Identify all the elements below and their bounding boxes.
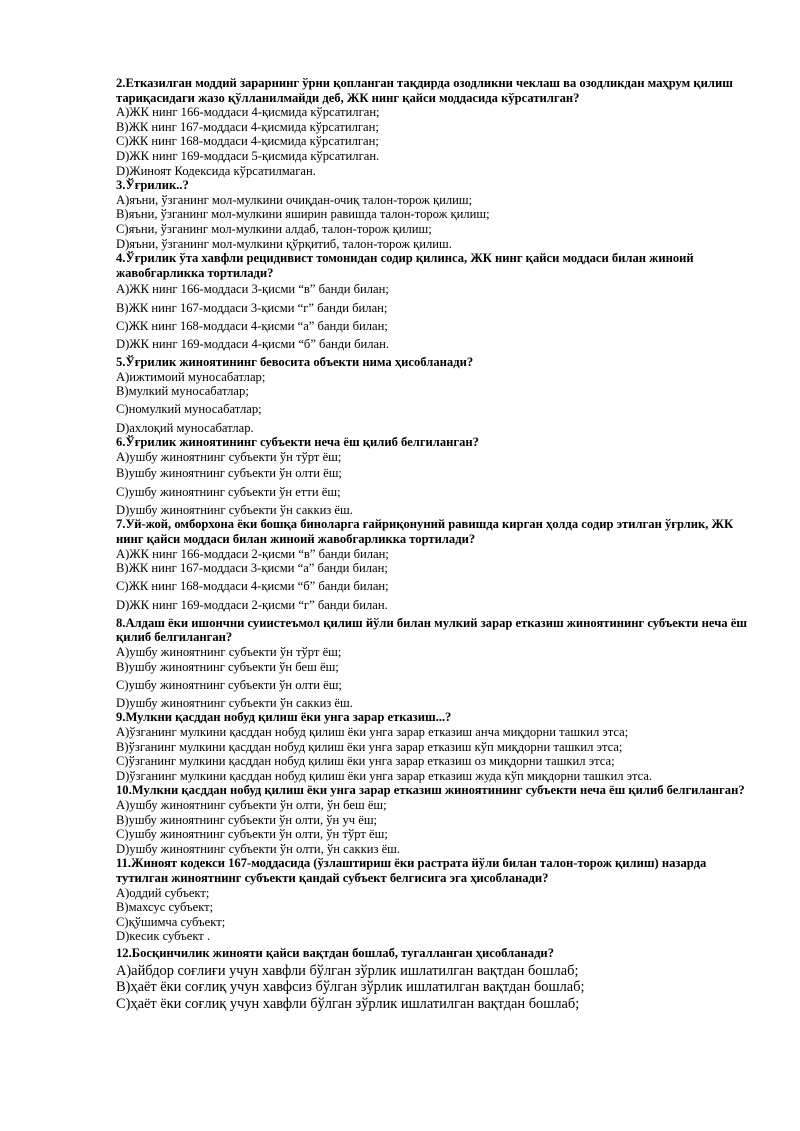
answer-3c: С)яъни, ўзганинг мол-мулкини алдаб, талон-торож қилиш;: [116, 221, 432, 236]
answer-8d: D)ушбу жиноятнинг субъекти ўн саккиз ёш.: [116, 695, 353, 710]
question-8: 8.Алдаш ёки ишончни суиистеъмол қилиш йўли билан мулкий зарар етказиш жиноятининг субъекти неча ёш қилиб белгиланган?: [116, 615, 747, 645]
answer-6c: С)ушбу жиноятнинг субъекти ўн етти ёш;: [116, 484, 341, 499]
answer-9d: D)ўзганинг мулкини қасддан нобуд қилиш ёки унга зарар етказиш жуда кўп миқдорни ташкил этса.: [116, 768, 653, 783]
answer-11c: С)қўшимча субъект;: [116, 914, 226, 929]
answer-10c: С)ушбу жиноятнинг субъекти ўн олти, ўн тўрт ёш;: [116, 827, 388, 842]
question-7: 7.Уй-жой, омборхона ёки бошқа биноларга ғайриқонуний равишда кирган ҳолда содир этилган ўғрлик, ЖК нинг қайси моддаси билан жиноий жавобгарликка тортилади?: [116, 517, 734, 546]
answer-8b: В)ушбу жиноятнинг субъекти ўн беш ёш;: [116, 659, 339, 674]
answer-7b: В)ЖК нинг 167-моддаси 3-қисми “а” банди билан;: [116, 561, 388, 576]
answer-4a: А)ЖК нинг 166-моддаси 3-қисми “в” банди билан;: [116, 282, 389, 297]
answer-11a: А)оддий субъект;: [116, 885, 210, 900]
question-4: 4.Ўғрилик ўта хавфли рецидивист томонидан содир қилинса, ЖК нинг қайси моддаси билан жиноий жавобгарликка тортилади?: [116, 251, 694, 280]
answer-5b: В)мулкий муносабатлар;: [116, 384, 249, 399]
question-5: 5.Ўғрилик жиноятининг бевосита объекти нима ҳисобланади?: [116, 355, 474, 370]
answer-2a: А)ЖК нинг 166-моддаси 4-қисмида кўрсатилган;: [116, 105, 380, 120]
answer-7a: А)ЖК нинг 166-моддаси 2-қисми “в” банди билан;: [116, 546, 389, 561]
answer-12b: В)ҳаёт ёки соғлиқ учун хавфсиз бўлган зўрлик ишлатилган вақтдан бошлаб;: [116, 979, 585, 996]
answer-2c: С)ЖК нинг 168-моддаси 4-қисмида кўрсатилган;: [116, 134, 379, 149]
answer-2d: D)ЖК нинг 169-моддаси 5-қисмида кўрсатилган.: [116, 148, 380, 163]
answer-6b: В)ушбу жиноятнинг субъекти ўн олти ёш;: [116, 466, 342, 481]
answer-6a: А)ушбу жиноятнинг субъекти ўн тўрт ёш;: [116, 449, 342, 464]
answer-10b: В)ушбу жиноятнинг субъекти ўн олти, ўн уч ёш;: [116, 812, 378, 827]
answer-12c: С)ҳаёт ёки соғлиқ учун хавфли бўлган зўрлик ишлатилган вақтдан бошлаб;: [116, 995, 580, 1012]
question-6: 6.Ўғрилик жиноятининг субъекти неча ёш қилиб белгиланган?: [116, 435, 479, 450]
document-body: [116, 76, 748, 1012]
answer-5a: А)ижтимоий муносабатлар;: [116, 369, 266, 384]
question-9: 9.Мулкни қасддан нобуд қилиш ёки унга зарар етказиш...?: [116, 710, 452, 725]
answer-8a: А)ушбу жиноятнинг субъекти ўн тўрт ёш;: [116, 644, 342, 659]
answer-2e: D)Жиноят Кодексида кўрсатилмаган.: [116, 163, 316, 178]
answer-2b: В)ЖК нинг 167-моддаси 4-қисмида кўрсатилган;: [116, 119, 379, 134]
answer-5c: С)номулкий муносабатлар;: [116, 402, 262, 417]
question-10: 10.Мулкни қасддан нобуд қилиш ёки унга зарар етказиш жиноятининг субъекти неча ёш қилиб белгиланган?: [116, 783, 745, 798]
answer-6d: D)ушбу жиноятнинг субъекти ўн саккиз ёш.: [116, 502, 353, 517]
answer-8c: С)ушбу жиноятнинг субъекти ўн олти ёш;: [116, 677, 342, 692]
answer-7c: С)ЖК нинг 168-моддаси 4-қисми “б” банди билан;: [116, 579, 389, 594]
answer-4b: В)ЖК нинг 167-моддаси 3-қисми “г” банди билан;: [116, 300, 388, 315]
answer-7d: D)ЖК нинг 169-моддаси 2-қисми “г” банди билан.: [116, 597, 388, 612]
answer-9c: С)ўзганинг мулкини қасддан нобуд қилиш ёки унга зарар етказиш оз миқдорни ташкил этса;: [116, 754, 615, 769]
question-12: 12.Босқинчилик жинояти қайси вақтдан бошлаб, тугалланган ҳисобланади?: [116, 945, 554, 960]
answer-12a: А)айбдор соғлиғи учун хавфли бўлган зўрлик ишлатилган вақтдан бошлаб;: [116, 962, 579, 979]
question-3: 3.Ўғрилик..?: [116, 178, 189, 193]
question-11: 11.Жиноят кодекси 167-моддасида (ўзлаштириш ёки растрата йўли билан талон-торож қилиш) назарда тутилган жиноятнинг субъекти қандай субъект белгисига эга ҳисобланади?: [116, 856, 707, 885]
answer-3b: В)яъни, ўзганинг мол-мулкини яширин равишда талон-торож қилиш;: [116, 207, 490, 222]
answer-3d: D)яъни, ўзганинг мол-мулкини қўрқитиб, талон-торож қилиш.: [116, 236, 452, 251]
answer-4d: D)ЖК нинг 169-моддаси 4-қисми “б” банди билан.: [116, 336, 389, 351]
answer-9a: А)ўзганинг мулкини қасддан нобуд қилиш ёки унга зарар етказиш анча миқдорни ташкил этса;: [116, 725, 629, 740]
answer-11b: В)махсус субъект;: [116, 900, 214, 915]
answer-10a: А)ушбу жиноятнинг субъекти ўн олти, ўн беш ёш;: [116, 798, 387, 813]
answer-9b: В)ўзганинг мулкини қасддан нобуд қилиш ёки унга зарар етказиш кўп миқдорни ташкил этса;: [116, 739, 623, 754]
answer-3a: А)яъни, ўзганинг мол-мулкини очиқдан-очиқ талон-торож қилиш;: [116, 192, 473, 207]
answer-10d: D)ушбу жиноятнинг субъекти ўн олти, ўн саккиз ёш.: [116, 841, 401, 856]
answer-5d: D)ахлоқий муносабатлар.: [116, 420, 254, 435]
answer-11d: D)кесик субъект .: [116, 929, 211, 944]
answer-4c: С)ЖК нинг 168-моддаси 4-қисми “а” банди билан;: [116, 318, 388, 333]
question-2: 2.Етказилган моддий зарарнинг ўрни қопланган тақдирда озодликни чеклаш ва озодликдан маҳрум қилиш тариқасидаги жазо қўлланилмайди деб, ЖК нинг қайси моддасида кўрсатилган?: [116, 76, 733, 105]
